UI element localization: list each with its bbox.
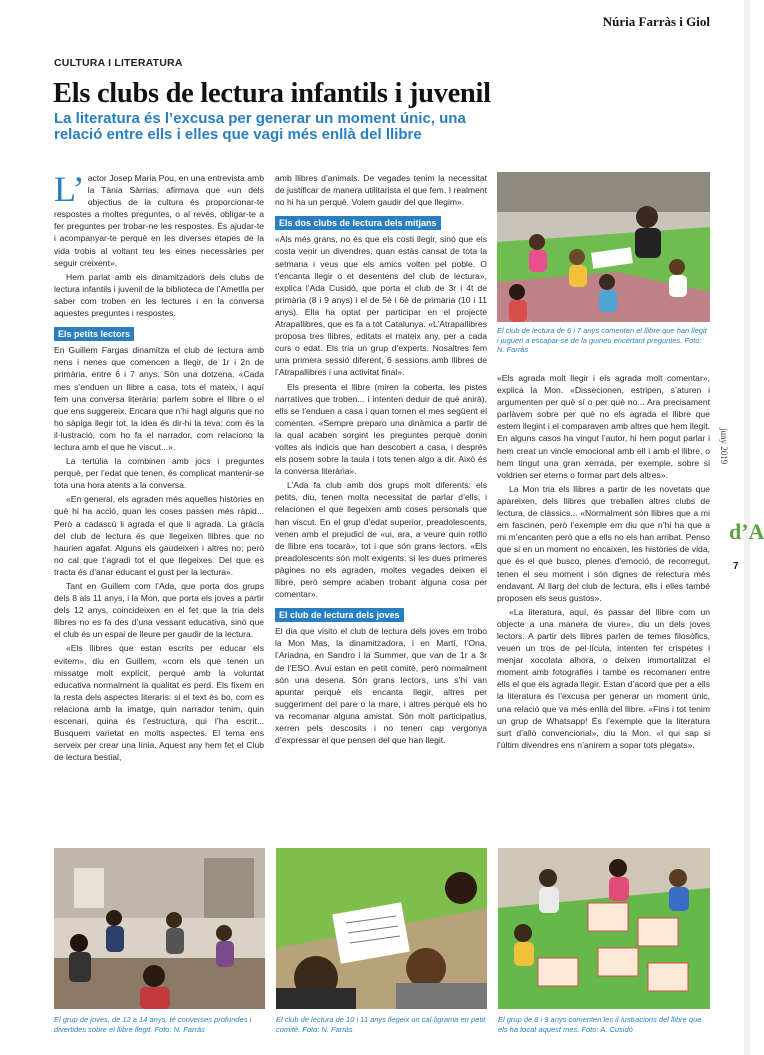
paragraph: El dia que visito el club de lectura dels joves em trobo la Mon Mas, la dinamitzadora, i en Martí, l’Ona, l’Ariadna, en Sandro i la Summer, que van de 1r a 3r de l’ESO. Avui estan en petit comitè, però normalment són una desena. Són grans lectors, uns s’hi van apuntar perquè els encanta llegir, altres per suggeriment del pare o la mare, i altres perquè els ho va recomanar alguna amistat. Són molt participatius, xerren pels descosits i no tenen cap vergonya d’expressar el que pensen del que han llegit. <box>275 626 487 746</box>
photo-illustration <box>54 848 265 1009</box>
photo-illustration <box>276 848 487 1009</box>
paragraph: «En general, els agraden més aquelles històries en què hi ha acció, quan les coses passen més ràpid... Però a cadascú li agrada el que li agrada. La gràcia del club de lectura és que llegeixen llibres que no haurien agafat. Alguns els gaudeixen i altres no; però no cal que t’agradi tot el que llegeixes. Del que es tracta és d’anar educant el gust per la lectura». <box>54 494 264 577</box>
caption-top-photo: El club de lectura de 6 i 7 anys comenten el llibre que han llegit i juguen a escapar-se de la guineu encertant preguntes. Foto: N. Farràs <box>497 326 707 354</box>
photo-grup-8-9-anys <box>498 848 710 1009</box>
paragraph: amb llibres d’animals. De vegades tenim la necessitat de justificar de manera utilitarista el que fem. I realment no hi ha un perquè. Volem gaudir del que llegim». <box>275 173 487 208</box>
paragraph: Tant en Guillem com l’Ada, que porta dos grups dels 8 als 11 anys, i la Mon, que porta els joves a partir dels 12 anys, coincideixen en el fet que la tria dels llibres no es fa des d’una vessant educativa, sinó que el club és un espai de lleure per gaudir de la lectura. <box>54 581 264 640</box>
caption-bottom-right: El grup de 8 i 9 anys comenten les il·lustracions del llibre que els ha tocat aquest mes. Foto: A. Cusidó <box>498 1015 702 1034</box>
paragraph: «La literatura, aquí, és passar del llibre com un objecte a una manera de viure», diu un dels joves lectors. A partir dels llibres parlen de temes filosòfics, veuen un tros de pel·lícula, intenten fer crispetes i menjar xocolata alhora, o deixen immortalitzat el moment amb fotografies i també es recomanen entre ells el que els agrada llegir. Estan d’acord que per a ells la literatura és l’excusa per generar un moment únic, una relació que va més enllà del llibre. «Fins i tot tenim un grup de Whatsapp! És l’exemple que la literatura surt d’allò convencional», diu la Mon. «I qui sap si l’últim divendres ens n’anirem a sopar tots plegats». <box>497 606 710 750</box>
photo-grup-joves <box>54 848 265 1009</box>
photo-club-6-7-anys <box>497 172 710 322</box>
paragraph: La Mon tria els llibres a partir de les novetats que apareixen, dels llibres que treballen altres clubs de lectura, de clàssics... «Normalment són llibres que a mi em fascinen, però l’exemple em diu que n’hi ha que a mi m’encanten però que a ells no els han arribat. Penso que si en un moment no encaixen, les històries de vida, que és el que busco, plenes d’emoció, de recorregut, tenen el seu moment i són dignes de relectura més endavant. Al llarg del club de lectura, ells i elles també proposen els seus gustos». <box>497 483 710 603</box>
caption-bottom-left: El grup de joves, de 12 a 14 anys, té converses profundes i divertides sobre el llibre llegit. Foto: N. Farràs <box>54 1015 252 1034</box>
paragraph: «Els llibres que estan escrits per educar els evitem», diu en Guillem, «com els que tenen un missatge molt explícit, perquè amb la voluntat educativa normalment la qualitat es perd. Els fixem en la resta dels aspectes literaris: si el text és bo, com es relaciona amb la imatge, quin narrador tenim, quin escenari, quina és l’estructura, qui l’ha escrit... Busquem varietat en molts aspectes. El tema ens serveix per crear una línia. Aquest any hem fet el Club de lectura bestial, <box>54 643 264 763</box>
caption-bottom-middle: El club de lectura de 10 i 11 anys llegeix un cal·ligrama en petit comitè. Foto: N. Farràs <box>276 1015 486 1034</box>
photo-illustration <box>498 848 710 1009</box>
subhead-mitjans: Els dos clubs de lectura dels mitjans <box>275 216 441 230</box>
paragraph: La tertúlia la combinen amb jocs i preguntes perquè, per l’edat que tenen, és complicat mantenir-se tota una hora atents a la conversa. <box>54 456 264 491</box>
text-column-3 <box>497 372 710 816</box>
paragraph: Hem parlat amb els dinamitzadors dels clubs de lectura infantils i juvenil de la biblioteca de l’Ametlla per saber com troben en les lectures i en la conversa aquestes preguntes i respostes. <box>54 271 264 319</box>
paragraph: «Als més grans, no és que els costi llegir, sinó que els costa venir un divendres, quan estàs cansat de tota la setmana i veus que els amics volten pel poble. O t’encanta llegir o et desentens del club de lectura», explica l’Ada Cusidó, que porta el club de 3r i 4t de primària (8 i 9 anys) i el de 5è i 6è de primària (10 i 11 anys). Ella ha optat per participar en el projecte Atrapallibres, que es fa a tot Catalunya. «L’Atrapallibres proposa tres llibres, editats el mateix any, per a cada curs o edat. Els tria un grup d’experts. Nosaltres fem una primera sessió diferent, 6 sessions amb llibres de l’Atrapallibres i una activitat final». <box>275 234 487 378</box>
author-name: Núria Farràs i Giol <box>602 14 710 29</box>
subhead-petits-lectors: Els petits lectors <box>54 327 134 341</box>
text-column-1 <box>54 169 264 816</box>
photo-club-10-11-anys <box>276 848 487 1009</box>
photo-illustration <box>497 172 710 322</box>
page-number: 7 <box>733 561 739 572</box>
paragraph: Els presenta el llibre (miren la coberta, les pistes narratives que troben... i intenten deduir de què anirà), ells se l’enduen a casa i quan tornen el mes següent el comenten. «Sempre preparo una dinàmica a partir de la qual acaben sorgint les preguntes perquè donin voltes als indicis que han descobert a casa, i després els posem sobre la taula i tots tenen algo a dir. Això és la conversa literària». <box>275 381 487 477</box>
paragraph: L’Ada fa club amb dos grups molt diferents: els petits, diu, tenen molta necessitat de parlar d’ells, i relacionen el que llegeixen amb coses personals que han viscut. En el grup d’edat superior, preadolescents, venen amb el prejudici de «ui, ara, a veure quin rotllo de llibre ens tocarà», tot i que són grans lectors. «Els preadolescents són molt exigents: si les dues primeres pàgines no els agraden, moltes vegades deixen el llibre, però sempre acaben trobant alguna cosa per comentar». <box>275 480 487 600</box>
paragraph: L’actor Josep Maria Pou, en una entrevista amb la Tània Sàrrias, afirmava que «un dels objectius de la cultura és proporcionar-te respostes a moltes preguntes, o al revés, obligar-te a fer preguntes per trobar-ne les respostes. És ajudar-te i acompanyar-te perquè en les diverses etapes de la vida trobis al voltant teu les eines necessàries per seguir creixent». <box>54 169 264 268</box>
article-subtitle: La literatura és l’excusa per generar un moment únic, una relació entre ells i elles que vagi més enllà del llibre <box>54 110 466 143</box>
article-title: Els clubs de lectura infantils i juvenil <box>53 78 491 109</box>
paragraph: En Guillem Fargas dinamitza el club de lectura amb nens i nenes que comencen a llegir, de 1r i 2n de primària, entre 6 i 7 anys. Són una dotzena. «Cada mes s’enduen un llibre a casa, tots el mateix, i aquí fem una conversa literària: parlem sobre el llibre o el que ens suggereix. Encara que n’hi hagi alguns que no ho sàpiga llegir tot, la idea és dir-hi la teva: com és la il·lustració, com ho fa el narrador, com relaciono la lectura amb el que he viscut...». <box>54 345 264 452</box>
issue-date: juny 2019 <box>719 428 729 465</box>
magazine-logo-mark: d’A <box>729 519 764 544</box>
subhead-joves: El club de lectura dels joves <box>275 608 404 622</box>
section-label: CULTURA I LITERATURA <box>54 57 183 69</box>
text-column-2 <box>275 172 487 816</box>
paragraph: «Els agrada molt llegir i els agrada molt comentar», explica la Mon. «Dissecionen, estripen, s’aturen i argumenten per què sí o per què no... Ara precisament parlàvem sobre per què no els agrada el llibre que estem llegint i el comparaven amb altres que hem llegit. En alguns casos ha vingut l’autor, hi hem pogut parlar i hem creat un vincle emocional amb ell i amb el llibre, o hem tingut una gran xerrada, per exemple, sobre si voldrien ser eterns o formar part dels altres». <box>497 373 710 480</box>
